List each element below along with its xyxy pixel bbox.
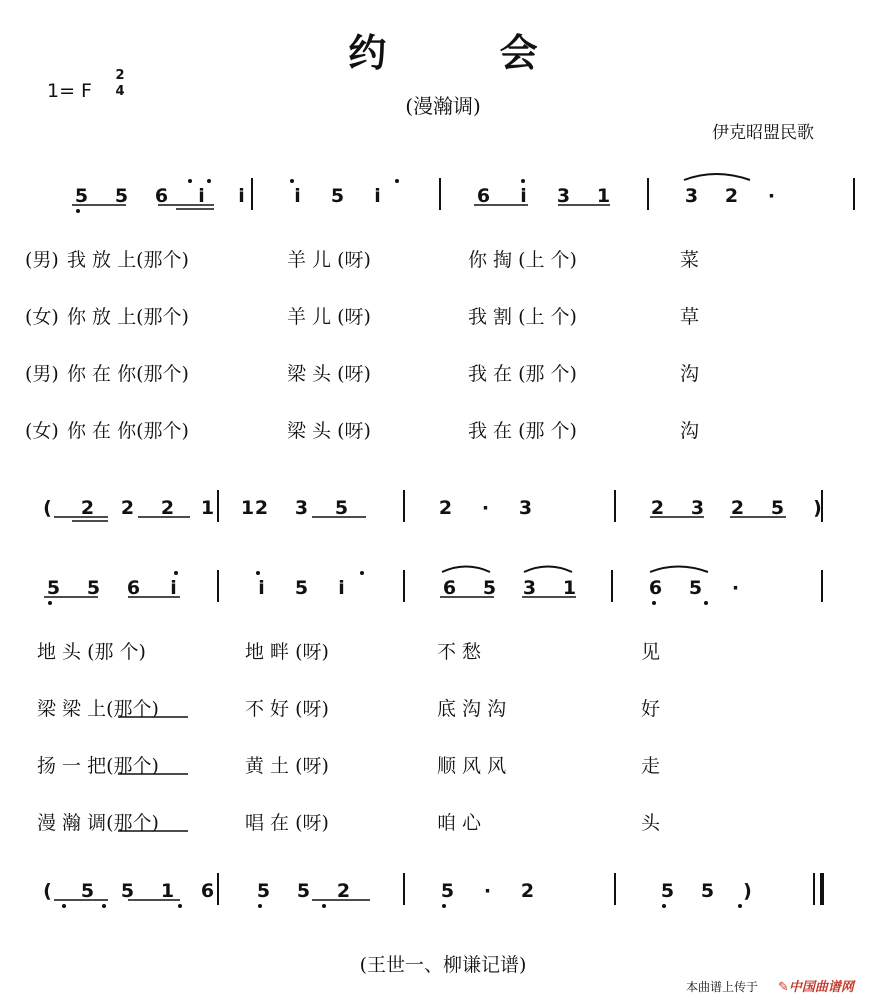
note: 5 — [114, 185, 129, 207]
octave-dot-low — [62, 904, 66, 908]
note: i — [338, 577, 345, 599]
note: 5 — [334, 497, 349, 519]
note: 6 — [126, 577, 141, 599]
note: 6 — [648, 577, 663, 599]
note: · — [481, 497, 490, 519]
lyric-measure: 我 放 上(那个) — [67, 249, 189, 271]
octave-dot-low — [738, 904, 742, 908]
octave-dot-high — [256, 571, 260, 575]
note: 2 — [254, 497, 269, 519]
note: ) — [743, 880, 752, 902]
note: 5 — [700, 880, 715, 902]
site-logo-icon: ✎ — [778, 980, 789, 995]
note: 1 — [596, 185, 611, 207]
octave-dot-low — [662, 904, 666, 908]
note: i — [258, 577, 265, 599]
note: 5 — [80, 880, 95, 902]
tie — [684, 174, 750, 180]
octave-dot-low — [178, 904, 182, 908]
lyric-measure: 地 畔 (呀) — [245, 641, 329, 663]
lyric-measure: 不 愁 — [437, 641, 482, 663]
lyric-measure: 黄 土 (呀) — [245, 755, 329, 777]
song-subtitle: (漫瀚调) — [405, 94, 481, 118]
lyric-measure: 沟 — [680, 363, 700, 385]
lyric-measure: 头 — [641, 812, 661, 834]
note: ( — [43, 880, 52, 902]
octave-dot-low — [258, 904, 262, 908]
transcriber-credit: (王世一、柳谦记谱) — [359, 954, 527, 976]
note: 5 — [46, 577, 61, 599]
octave-dot-high — [395, 179, 399, 183]
octave-dot-low — [76, 209, 80, 213]
lyric-measure: 你 在 你(那个) — [67, 363, 189, 385]
lyric-measure: 梁 梁 上(那个) — [37, 698, 159, 720]
note: 5 — [660, 880, 675, 902]
lyric-measure: 扬 一 把(那个) — [37, 755, 159, 777]
site-badge-label: 中国曲谱网 — [788, 980, 854, 995]
note: ( — [43, 497, 52, 519]
lyric-measure: 我 割 (上 个) — [468, 306, 577, 328]
lyric-measure: 菜 — [680, 249, 700, 271]
lyric-measure: 不 好 (呀) — [245, 698, 329, 720]
note: 5 — [330, 185, 345, 207]
note: i — [198, 185, 205, 207]
note: i — [520, 185, 527, 207]
note: 2 — [160, 497, 175, 519]
note: ) — [813, 497, 822, 519]
lyric-measure: 唱 在 (呀) — [245, 812, 329, 834]
octave-dot-high — [360, 571, 364, 575]
lyric-measure: 羊 儿 (呀) — [287, 249, 371, 271]
note: 5 — [688, 577, 703, 599]
octave-dot-low — [652, 601, 656, 605]
lyric-measure: 梁 头 (呀) — [287, 420, 371, 442]
lyric-measure: 顺 风 风 — [437, 755, 507, 777]
lyric-measure: 漫 瀚 调(那个) — [37, 812, 159, 834]
note: 5 — [770, 497, 785, 519]
note: 6 — [476, 185, 491, 207]
note: 5 — [440, 880, 455, 902]
note: 6 — [442, 577, 457, 599]
octave-dot-high — [188, 179, 192, 183]
octave-dot-low — [48, 601, 52, 605]
song-title: 约 会 — [348, 30, 588, 75]
note: 3 — [684, 185, 699, 207]
lyric-measure: 你 在 你(那个) — [67, 420, 189, 442]
lyric-measure: 底 沟 沟 — [437, 698, 507, 720]
octave-dot-high — [207, 179, 211, 183]
singer-label: (女) — [25, 306, 59, 328]
lyric-measure: 咱 心 — [437, 812, 482, 834]
note: i — [170, 577, 177, 599]
note: 1 — [240, 497, 255, 519]
note: 3 — [690, 497, 705, 519]
note: · — [731, 577, 740, 599]
key-signature: 1= F — [47, 80, 92, 102]
note: 5 — [294, 577, 309, 599]
lyric-measure: 你 放 上(那个) — [67, 306, 189, 328]
note: 2 — [730, 497, 745, 519]
note: 2 — [520, 880, 535, 902]
note: 6 — [200, 880, 215, 902]
lyric-measure: 见 — [641, 641, 661, 663]
note: 2 — [120, 497, 135, 519]
lyric-measure: 我 在 (那 个) — [468, 363, 577, 385]
singer-label: (男) — [25, 249, 59, 271]
lyric-measure: 草 — [680, 306, 700, 328]
octave-dot-low — [442, 904, 446, 908]
lyric-measure: 走 — [641, 755, 661, 777]
note: i — [374, 185, 381, 207]
note: i — [238, 185, 245, 207]
song-origin: 伊克昭盟民歌 — [712, 123, 814, 143]
note: 2 — [336, 880, 351, 902]
note: 3 — [556, 185, 571, 207]
octave-dot-low — [704, 601, 708, 605]
tie — [650, 567, 708, 573]
tie — [442, 567, 490, 573]
octave-dot-high — [174, 571, 178, 575]
note: 2 — [80, 497, 95, 519]
tie — [524, 567, 572, 573]
note: 5 — [74, 185, 89, 207]
note: 1 — [200, 497, 215, 519]
note: 2 — [724, 185, 739, 207]
octave-dot-low — [322, 904, 326, 908]
lyric-measure: 羊 儿 (呀) — [287, 306, 371, 328]
lyric-measure: 我 在 (那 个) — [468, 420, 577, 442]
note: 2 — [650, 497, 665, 519]
note: · — [767, 185, 776, 207]
octave-dot-low — [102, 904, 106, 908]
note: 6 — [154, 185, 169, 207]
note: 5 — [120, 880, 135, 902]
note: 1 — [160, 880, 175, 902]
octave-dot-high — [290, 179, 294, 183]
lyric-measure: 你 掏 (上 个) — [468, 249, 577, 271]
note: 5 — [86, 577, 101, 599]
octave-dot-high — [521, 179, 525, 183]
lyric-measure: 沟 — [680, 420, 700, 442]
time-signature-bottom: 4 — [115, 84, 125, 99]
note: 3 — [294, 497, 309, 519]
note: 1 — [562, 577, 577, 599]
note: i — [294, 185, 301, 207]
lyric-measure: 地 头 (那 个) — [37, 641, 146, 663]
upload-note: 本曲谱上传于 — [686, 980, 759, 994]
lyric-measure: 好 — [641, 698, 661, 720]
time-signature-top: 2 — [115, 68, 125, 83]
note: 5 — [296, 880, 311, 902]
note: · — [483, 880, 492, 902]
singer-label: (女) — [25, 420, 59, 442]
lyric-measure: 梁 头 (呀) — [287, 363, 371, 385]
note: 5 — [256, 880, 271, 902]
note: 2 — [438, 497, 453, 519]
note: 3 — [522, 577, 537, 599]
note: 3 — [518, 497, 533, 519]
singer-label: (男) — [25, 363, 59, 385]
site-badge — [778, 976, 854, 995]
note: 5 — [482, 577, 497, 599]
